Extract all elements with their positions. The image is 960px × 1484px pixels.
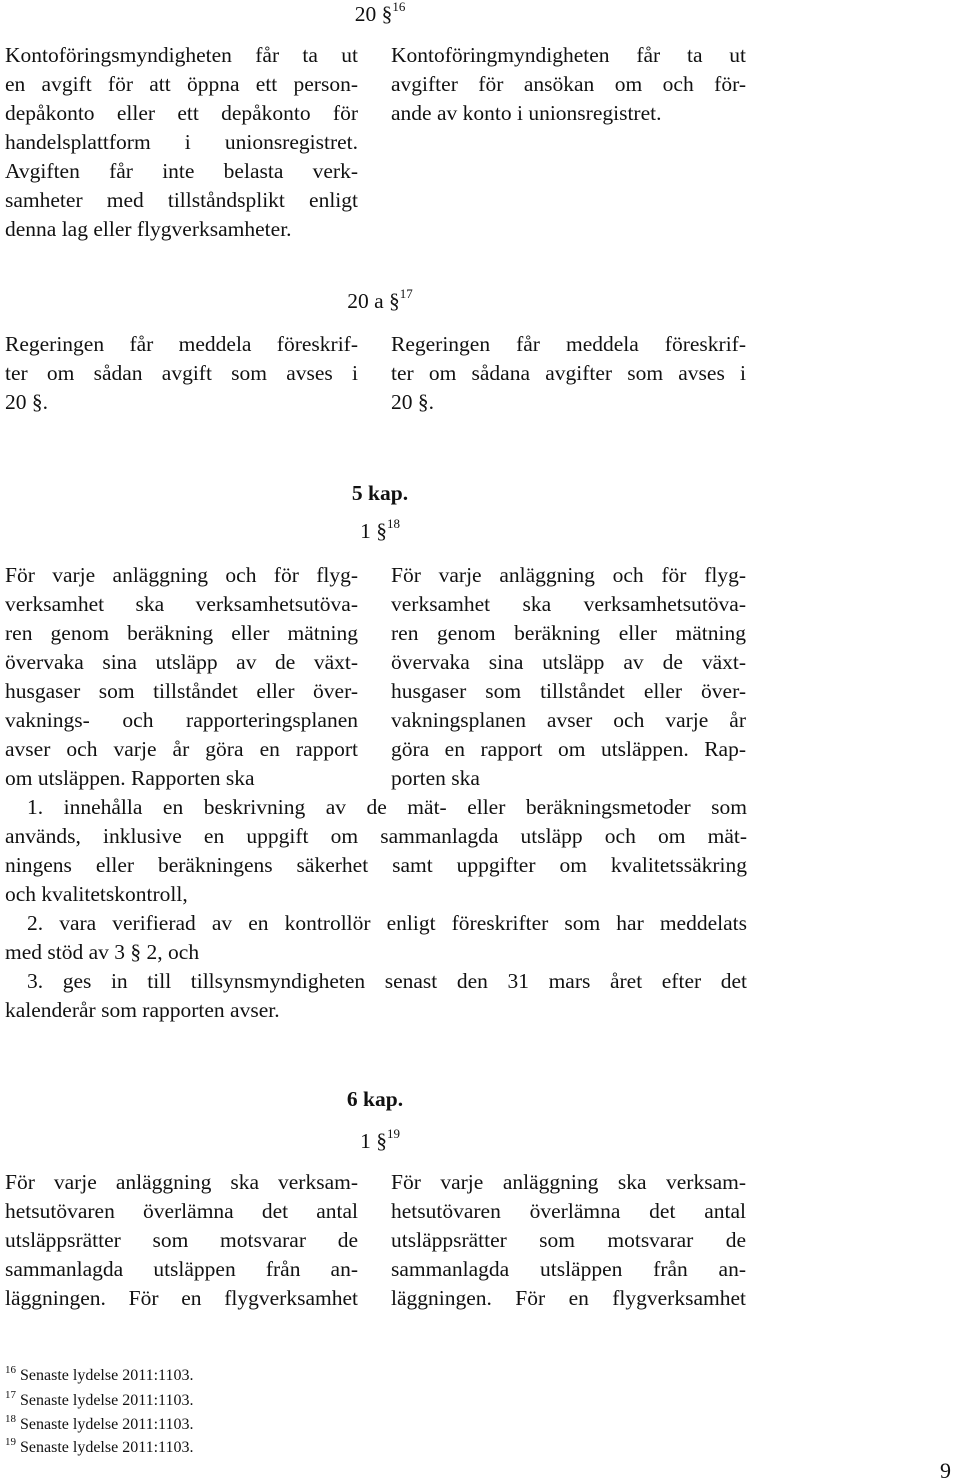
- text-line: denna lag eller flygverksamheter.: [5, 217, 292, 241]
- page-number: 9: [940, 1458, 951, 1483]
- footnote-ref: 17: [399, 286, 413, 301]
- text-line: 1. innehålla en beskrivning av de mät- eller beräkningsmetoder som: [27, 795, 747, 819]
- text-line: ande av konto i unionsregistret.: [391, 101, 662, 125]
- footnote-number: 17: [5, 1389, 16, 1401]
- text-line: läggningen. För en flygverksamhet: [391, 1286, 746, 1310]
- text-line: sammanlagda utsläppen från an-: [5, 1257, 358, 1281]
- text-line: 20 §.: [391, 390, 434, 414]
- text-line: avgifter för ansökan om och för-: [391, 72, 746, 96]
- text-line: hetsutövaren överlämna det antal: [5, 1199, 358, 1223]
- text-line: sammanlagda utsläppen från an-: [391, 1257, 746, 1281]
- text-line: ter om sådan avgift som avses i: [5, 361, 358, 385]
- text-line: ter om sådana avgifter som avses i: [391, 361, 746, 385]
- text-line: ningens eller beräkningens säkerhet samt uppgifter om kvalitetssäkring: [5, 853, 747, 877]
- left-column-6-1: [5, 1168, 358, 1313]
- text-line: För varje anläggning och för flyg-: [5, 563, 358, 587]
- text-line: För varje anläggning och för flyg-: [391, 563, 746, 587]
- footnote-ref: 18: [386, 516, 400, 531]
- footnote-text: Senaste lydelse 2011:1103.: [20, 1439, 194, 1456]
- right-column-6-1: [391, 1168, 746, 1313]
- text-line: För varje anläggning ska verksam-: [391, 1170, 746, 1194]
- text-line: ren genom beräkning eller mätning: [5, 621, 358, 645]
- footnote-number: 19: [5, 1436, 16, 1448]
- left-column-20a: [5, 330, 358, 417]
- left-column-5-1: [5, 561, 358, 793]
- text-line: göra en rapport om utsläppen. Rap-: [391, 737, 746, 761]
- text-line: depåkonto eller ett depåkonto för: [5, 101, 358, 125]
- footnote-19: [5, 1438, 193, 1459]
- text-line: Regeringen får meddela föreskrif-: [5, 332, 358, 356]
- text-line: verksamhet ska verksamhetsutöva-: [391, 592, 746, 616]
- text-line: porten ska: [391, 766, 480, 790]
- section-heading-5-1: [300, 516, 460, 544]
- footnote-number: 18: [5, 1413, 16, 1425]
- text-line: husgaser som tillståndet eller över-: [391, 679, 746, 703]
- text-line: vaknings- och rapporteringsplanen: [5, 708, 358, 732]
- chapter-heading-6: 6 kap.: [346, 1087, 404, 1111]
- text-line: Avgiften får inte belasta verk-: [5, 159, 358, 183]
- text-line: om utsläppen. Rapporten ska: [5, 766, 255, 790]
- footnote-text: Senaste lydelse 2011:1103.: [20, 1367, 194, 1384]
- text-line: utsläppsrätter som motsvarar de: [5, 1228, 358, 1252]
- text-line: 3. ges in till tillsynsmyndigheten senast den 31 mars året efter det: [27, 969, 747, 993]
- text-line: vakningsplanen avser och varje år: [391, 708, 746, 732]
- text-line: kalenderår som rapporten avser.: [5, 998, 280, 1022]
- section-number: 20 §: [354, 2, 393, 26]
- text-line: För varje anläggning ska verksam-: [5, 1170, 358, 1194]
- footnote-16: [5, 1366, 193, 1387]
- right-column-5-1: [391, 561, 746, 793]
- text-line: verksamhet ska verksamhetsutöva-: [5, 592, 358, 616]
- text-line: en avgift för att öppna ett person-: [5, 72, 358, 96]
- chapter-heading-5: 5 kap.: [351, 481, 409, 505]
- right-column-20a: [391, 330, 746, 417]
- text-line: 20 §.: [5, 390, 48, 414]
- footnote-text: Senaste lydelse 2011:1103.: [20, 1392, 194, 1409]
- text-line: övervaka sina utsläpp av de växt-: [391, 650, 746, 674]
- section-heading-20a: [290, 286, 470, 314]
- footnote-text: Senaste lydelse 2011:1103.: [20, 1416, 194, 1433]
- section-heading-6-1: [300, 1126, 460, 1154]
- footnote-17: [5, 1391, 193, 1412]
- text-line: samheter med tillståndsplikt enligt: [5, 188, 358, 212]
- text-line: Kontoföringmyndigheten får ta ut: [391, 43, 746, 67]
- text-line: Regeringen får meddela föreskrif-: [391, 332, 746, 356]
- footnote-ref: 16: [392, 0, 406, 14]
- footnote-ref: 19: [386, 1126, 400, 1141]
- section-number: 20 a §: [347, 289, 400, 313]
- section-number: 1 §: [360, 519, 387, 543]
- text-line: utsläppsrätter som motsvarar de: [391, 1228, 746, 1252]
- text-line: avser och varje år göra en rapport: [5, 737, 358, 761]
- footnote-18: [5, 1415, 193, 1436]
- left-column-20: [5, 41, 358, 244]
- section-heading-20: [300, 2, 460, 27]
- text-line: husgaser som tillståndet eller över-: [5, 679, 358, 703]
- text-line: ren genom beräkning eller mätning: [391, 621, 746, 645]
- text-line: används, inklusive en uppgift om sammanlagda utsläpp och om mät-: [5, 824, 747, 848]
- text-line: övervaka sina utsläpp av de växt-: [5, 650, 358, 674]
- text-line: 2. vara verifierad av en kontrollör enligt föreskrifter som har meddelats: [27, 911, 747, 935]
- footnote-number: 16: [5, 1364, 16, 1376]
- text-line: läggningen. För en flygverksamhet: [5, 1286, 358, 1310]
- common-text-5-1: [5, 793, 747, 1025]
- section-number: 1 §: [360, 1129, 387, 1153]
- text-line: hetsutövaren överlämna det antal: [391, 1199, 746, 1223]
- text-line: Kontoföringsmyndigheten får ta ut: [5, 43, 358, 67]
- right-column-20: [391, 41, 746, 128]
- text-line: med stöd av 3 § 2, och: [5, 940, 200, 964]
- text-line: och kvalitetskontroll,: [5, 882, 188, 906]
- text-line: handelsplattform i unionsregistret.: [5, 130, 358, 154]
